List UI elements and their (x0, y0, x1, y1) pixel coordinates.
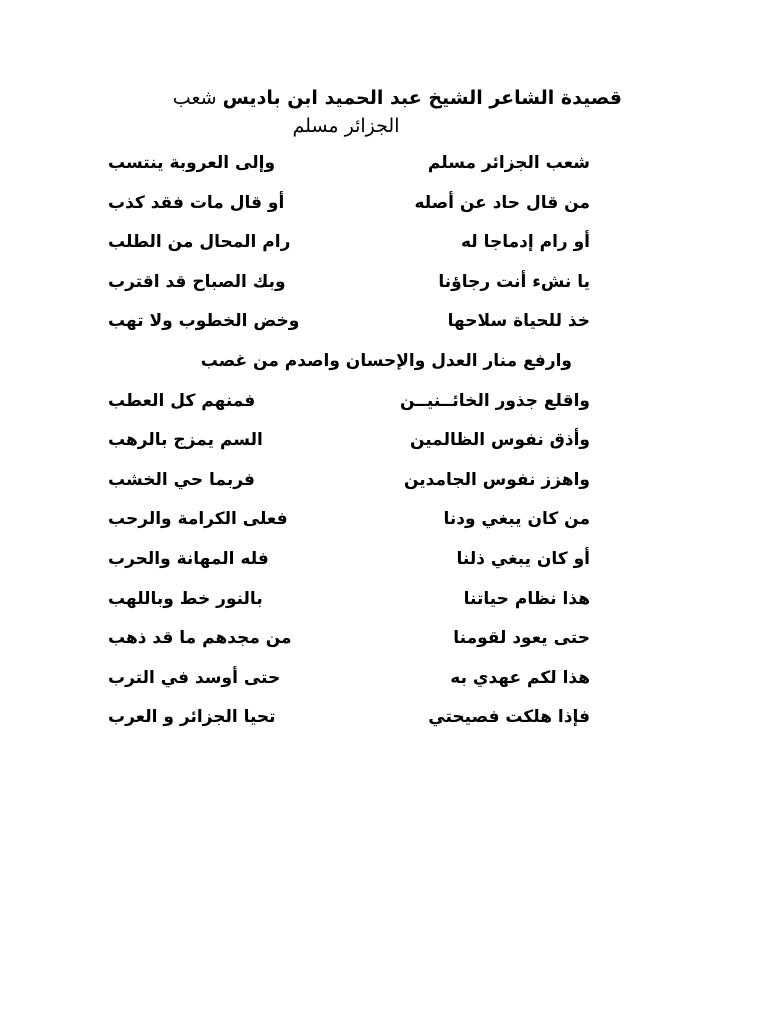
verse-second-hemistich: بالنور خط وباللهب (108, 588, 263, 609)
title-line-1 (70, 84, 622, 112)
verse-second-hemistich: فله المهانة والحرب (108, 548, 269, 569)
verse-first-hemistich: من كان يبغي ودنا (443, 509, 590, 530)
verse-10 (100, 503, 590, 543)
verse-second-hemistich: وإلى العروبة ينتسب (108, 153, 276, 173)
verse-first-hemistich: أو كان يبغي ذلنا (456, 548, 590, 569)
verse-first-hemistich: حتى يعود لقومنا (453, 628, 590, 649)
verse-14 (100, 662, 590, 702)
verse-11 (100, 543, 590, 583)
verse-first-hemistich: أو رام إدماجا له (460, 232, 590, 253)
verse-2 (100, 187, 590, 227)
poem-body (100, 147, 590, 741)
verse-5 (100, 305, 590, 345)
verse-full-line: وارفع منار العدل والإحسان واصدم من غصب (200, 350, 572, 371)
verse-second-hemistich: رام المحال من الطلب (108, 232, 291, 253)
title-regular-text: شعب (172, 87, 217, 109)
verse-first-hemistich: من قال حاد عن أصله (414, 192, 590, 213)
verse-second-hemistich: فربما حي الخشب (108, 469, 255, 490)
verse-first-hemistich: واهزز نفوس الجامدين (404, 469, 590, 490)
verse-second-hemistich: فعلى الكرامة والرحب (108, 509, 288, 530)
title-bold-text: قصيدة الشاعر الشيخ عبد الحميد ابن باديس (222, 87, 622, 109)
verse-first-hemistich: خذ للحياة سلاحها (447, 311, 590, 332)
verse-second-hemistich: وخض الخطوب ولا تهب (108, 311, 300, 332)
verse-7 (100, 385, 590, 425)
poem-title (70, 84, 622, 140)
verse-second-hemistich: تحيا الجزائر و العرب (108, 707, 276, 728)
verse-6 (100, 345, 590, 385)
verse-first-hemistich: شعب الجزائر مسلم (427, 153, 590, 173)
verse-second-hemistich: من مجدهم ما قد ذهب (108, 628, 292, 649)
verse-8 (100, 424, 590, 464)
verse-second-hemistich: فمنهم كل العطب (108, 390, 256, 411)
verse-first-hemistich: وأذق نفوس الظالمين (409, 430, 590, 451)
verse-first-hemistich: هذا نظام حياتنا (463, 588, 590, 609)
title-line-2: الجزائر مسلم (292, 115, 400, 137)
verse-second-hemistich: السم يمزج بالرهب (108, 430, 263, 451)
verse-second-hemistich: أو قال مات فقد كذب (108, 192, 285, 213)
verse-first-hemistich: واقلع جذور الخائــنيــن (400, 390, 590, 411)
verse-first-hemistich: يا نشء أنت رجاؤنا (438, 271, 590, 292)
verse-13 (100, 622, 590, 662)
verse-15 (100, 701, 590, 741)
verse-first-hemistich: فإذا هلكت فصيحتي (428, 707, 590, 728)
verse-second-hemistich: وبك الصباح قد اقترب (108, 271, 286, 292)
verse-3 (100, 226, 590, 266)
verse-9 (100, 464, 590, 504)
verse-12 (100, 583, 590, 623)
verse-1 (100, 147, 590, 187)
verse-first-hemistich: هذا لكم عهدي به (450, 667, 590, 688)
verse-second-hemistich: حتى أوسد في الترب (108, 667, 281, 688)
verse-4 (100, 266, 590, 306)
